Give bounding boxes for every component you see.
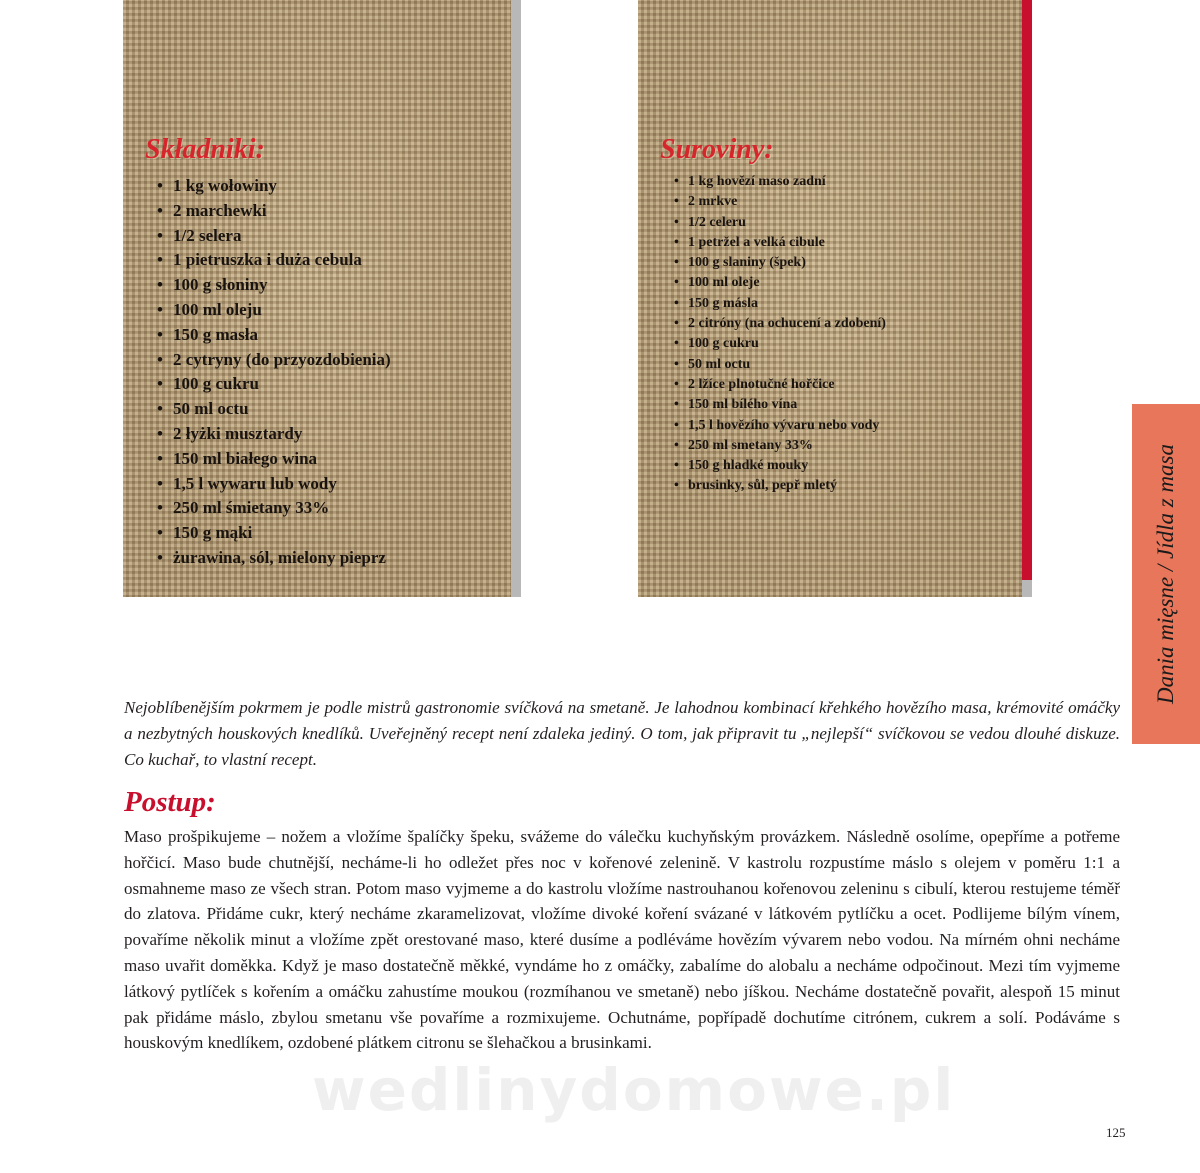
czech-ingredient-item: • 100 ml oleje	[688, 273, 886, 293]
czech-ingredient-item: • 100 g slaniny (špek)	[688, 253, 886, 273]
polish-ingredient-item: • 150 ml białego wina	[173, 447, 391, 472]
ingredients-title-polish: Składniki:	[145, 134, 265, 165]
polish-ingredient-item: • 100 ml oleju	[173, 298, 391, 323]
czech-ingredient-item: • 150 g hladké mouky	[688, 456, 886, 476]
polish-ingredient-item: • 50 ml octu	[173, 397, 391, 422]
ingredients-list-czech	[688, 172, 886, 497]
czech-ingredient-item: • 1/2 celeru	[688, 213, 886, 233]
intro-paragraph: Nejoblíbenějším pokrmem je podle mistrů gastronomie svíčková na smetaně. Je lahodnou kombinací křehkého hovězího masa, krémovité omáčky a nezbytných houskových knedlíků. Uveřejněný recept není zdaleka jediný. O tom, jak připravit tu „nejlepší“ svíčkovou se vedou dlouhé diskuze. Co kuchař, to vlastní recept.	[124, 698, 1120, 769]
czech-ingredient-item: • 150 ml bílého vína	[688, 395, 886, 415]
section-side-tab-label: Dania mięsne / Jídla z masa	[1153, 443, 1178, 705]
czech-ingredient-item: • 150 g másla	[688, 294, 886, 314]
watermark: wedlinydomowe.pl	[312, 1056, 956, 1124]
ingredients-card-czech	[638, 0, 1022, 597]
polish-ingredient-item: • 2 łyżki musztardy	[173, 422, 391, 447]
czech-ingredient-item: • 2 mrkve	[688, 192, 886, 212]
method-title: Postup:	[124, 786, 216, 818]
polish-ingredient-item: • 1,5 l wywaru lub wody	[173, 472, 391, 497]
polish-ingredient-item: • 100 g cukru	[173, 372, 391, 397]
czech-ingredient-item: • 1,5 l hovězího vývaru nebo vody	[688, 416, 886, 436]
polish-ingredient-item: • 250 ml śmietany 33%	[173, 496, 391, 521]
czech-ingredient-item: • 1 petržel a velká cibule	[688, 233, 886, 253]
ingredients-card-polish	[123, 0, 511, 597]
czech-ingredient-item: • 100 g cukru	[688, 334, 886, 354]
method-paragraph: Maso prošpikujeme – nožem a vložíme špalíčky špeku, svážeme do válečku kuchyňským provázkem. Následně osolíme, opepříme a potřeme hořčicí. Maso bude chutnější, necháme-li ho odležet přes noc v kořenové zelenině. V kastrolu rozpustíme máslo s olejem v poměru 1:1 a osmahneme maso ze všech stran. Potom maso vyjmeme a do kastrolu vložíme nastrouhanou kořenovou zeleninu s cibulí, kterou restujeme téměř do zlatova. Přidáme cukr, který necháme zkaramelizovat, vložíme divoké koření svázané v látkovém pytlíčku a ocet. Podlijeme bílým vínem, povaříme několik minut a vložíme zpět orestované maso, které dusíme a podléváme hovězím vývarem nebo vodou. Na mírném ohni necháme maso uvařit doměkka. Když je maso dostatečně měkké, vyndáme ho z omáčky, zabalíme do alobalu a necháme odpočinout. Mezi tím vyjmeme látkový pytlíček s kořením a omáčku zahustíme moukou (rozmíhanou ve smetaně) nebo jíškou. Necháme dostatečně povařit, alespoň 15 minut pak přidáme máslo, zbylou smetanu vše povaříme a rozmixujeme. Ochutnáme, popřípadě dochutíme citrónem, cukrem a solí. Podáváme s houskovým knedlíkem, ozdobené plátkem citronu se šlehačkou a brusinkami.	[124, 827, 1120, 1053]
ingredients-title-czech: Suroviny:	[660, 134, 774, 165]
czech-ingredient-item: • 1 kg hovězí maso zadní	[688, 172, 886, 192]
ingredients-list-polish	[173, 174, 391, 571]
polish-ingredient-item: • 150 g masła	[173, 323, 391, 348]
polish-ingredient-item: • 2 marchewki	[173, 199, 391, 224]
page-number: 125	[1106, 1125, 1126, 1140]
polish-ingredient-item: • 150 g mąki	[173, 521, 391, 546]
czech-ingredient-item: • brusinky, sůl, pepř mletý	[688, 476, 886, 496]
czech-ingredient-item: • 2 citróny (na ochucení a zdobení)	[688, 314, 886, 334]
polish-ingredient-item: • 1/2 selera	[173, 224, 391, 249]
polish-ingredient-item: • 1 kg wołowiny	[173, 174, 391, 199]
polish-ingredient-item: • 1 pietruszka i duża cebula	[173, 248, 391, 273]
polish-ingredient-item: • 100 g słoniny	[173, 273, 391, 298]
czech-ingredient-item: • 2 lžíce plnotučné hořčice	[688, 375, 886, 395]
czech-ingredient-item: • 250 ml smetany 33%	[688, 436, 886, 456]
section-side-tab	[1132, 404, 1200, 744]
polish-ingredient-item: • żurawina, sól, mielony pieprz	[173, 546, 391, 571]
polish-ingredient-item: • 2 cytryny (do przyozdobienia)	[173, 348, 391, 373]
czech-ingredient-item: • 50 ml octu	[688, 355, 886, 375]
